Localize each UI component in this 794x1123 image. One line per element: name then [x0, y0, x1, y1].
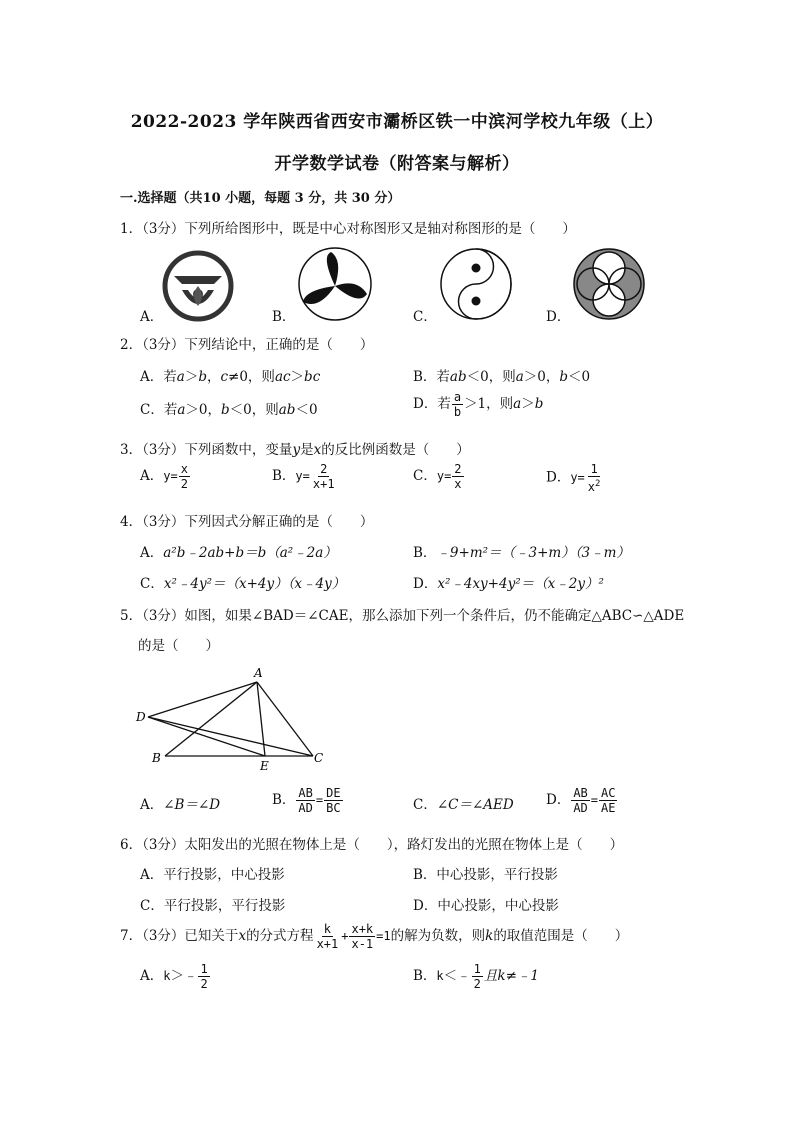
triangle-diagram — [130, 664, 330, 774]
fraction — [599, 786, 617, 815]
stem-text: 7．（3分）已知关于 — [120, 928, 239, 944]
op: ＞ — [184, 369, 199, 385]
q2-option-c — [140, 398, 318, 418]
page-title-line1: 2022-2023 学年陕西省西安市灞桥区铁一中滨河学校九年级（上） — [130, 112, 664, 132]
var: x — [313, 442, 322, 458]
opt-label: A． — [140, 545, 164, 561]
q2-option-d — [413, 390, 543, 419]
q6-option-a: A．平行投影，中心投影 — [140, 867, 285, 883]
q5-triangle-figure — [130, 664, 330, 778]
opt-label: A． — [140, 968, 164, 984]
var: a — [515, 369, 524, 385]
q3-option-a — [140, 462, 191, 491]
q5-option-a — [140, 793, 220, 813]
op: ＜0，则 — [466, 369, 516, 385]
expression: x²﹣4y²＝（x+4y）（x﹣4y） — [163, 576, 346, 592]
expression: ∠C＝∠AED — [436, 797, 514, 813]
op: ＞0， — [185, 402, 221, 418]
vertex-label-a: A — [254, 666, 263, 680]
numerator: DE — [326, 786, 341, 800]
relation: ＞﹣ — [170, 968, 198, 984]
opt-label: B． — [272, 468, 296, 484]
q4-option-a — [140, 541, 337, 561]
var: k — [436, 969, 444, 983]
q2-option-b — [413, 365, 590, 385]
fraction — [472, 962, 483, 991]
expression: x²﹣4xy+4y²＝（x﹣2y）² — [437, 576, 604, 592]
op: ＜0 — [568, 369, 591, 385]
denominator: 2 — [180, 477, 188, 491]
opt-label: D． — [413, 576, 438, 592]
opt-label: C． — [140, 576, 164, 592]
numerator: AC — [601, 786, 616, 800]
numerator: 2 — [454, 462, 462, 476]
opt-label: A． — [140, 797, 164, 813]
var: k — [485, 928, 494, 944]
q2-option-a — [140, 365, 320, 385]
denominator: AD — [298, 801, 313, 815]
opt-label: A． — [140, 468, 164, 484]
q3-option-d — [546, 462, 603, 494]
question-5-stem-line1: 5．（3分）如图，如果∠BAD＝∠CAE，那么添加下列一个条件后，仍不能确定△ABC∽△ADE — [120, 608, 685, 624]
vertex-label-e: E — [260, 759, 269, 773]
denominator: BC — [326, 801, 341, 815]
var: k — [163, 969, 171, 983]
opt-label: B． — [413, 968, 437, 984]
condition: 且k≠﹣1 — [483, 968, 539, 984]
fraction — [198, 962, 209, 991]
plus: + — [341, 929, 349, 943]
q1-option-a: A． — [140, 309, 164, 325]
opt-label: D． — [546, 469, 571, 486]
stem-text: 的解为负数，则 — [390, 928, 486, 944]
question-6-stem: 6．（3分）太阳发出的光照在物体上是（ ），路灯发出的光照在物体上是（ ） — [120, 837, 624, 853]
q5-option-c — [413, 793, 514, 813]
numerator: 1 — [590, 462, 598, 476]
q5-option-d — [546, 786, 618, 815]
q1-figure-b — [297, 246, 377, 330]
lhs: y= — [570, 470, 585, 485]
stem-text: 的分式方程 — [246, 928, 314, 944]
expression: a²b﹣2ab+b＝b（a²﹣2a） — [163, 545, 337, 561]
q1-figure-a — [160, 248, 240, 328]
q4-option-d — [413, 572, 604, 592]
opt-label: B．若 — [413, 369, 450, 385]
stem-text: 的取值范围是（ ） — [493, 928, 629, 944]
opt-label: C．若 — [140, 402, 178, 418]
opt-label: B． — [413, 545, 437, 561]
fraction — [296, 786, 314, 815]
lhs: y= — [163, 469, 178, 483]
q6-option-d: D．中心投影，中心投影 — [413, 898, 559, 914]
q3-option-b — [272, 462, 338, 491]
denominator: AE — [601, 801, 616, 815]
denominator — [586, 477, 603, 494]
q6-option-b: B．中心投影，平行投影 — [413, 867, 558, 883]
question-4-stem: 4．（3分）下列因式分解正确的是（ ） — [120, 514, 374, 530]
var: a — [176, 369, 185, 385]
question-3-stem — [120, 438, 470, 458]
fraction — [571, 786, 589, 815]
numerator: 2 — [320, 462, 328, 476]
denominator: 2 — [200, 977, 208, 991]
equals-one: =1 — [376, 929, 391, 943]
denominator: AD — [573, 801, 588, 815]
q5-option-b — [272, 786, 344, 815]
var: b — [198, 369, 207, 385]
fraction — [179, 462, 190, 491]
op: ＜0，则 — [229, 402, 279, 418]
opt-label: C． — [413, 468, 437, 484]
q1-option-c: C． — [413, 309, 437, 325]
denominator: b — [453, 405, 462, 419]
equals: = — [315, 793, 324, 807]
q7-option-b — [413, 962, 539, 991]
numerator: x — [180, 462, 188, 476]
question-1-stem: 1．（3分）下列所给图形中，既是中心对称图形又是轴对称图形的是（ ） — [120, 221, 576, 237]
four-petal-flower-icon — [571, 246, 651, 326]
exponent: 2 — [595, 479, 601, 489]
numerator: AB — [573, 786, 588, 800]
fraction — [311, 462, 337, 491]
numerator: x+k — [351, 922, 374, 936]
opt-label: D． — [546, 792, 571, 808]
fraction — [452, 390, 463, 419]
op: ＜0 — [295, 402, 318, 418]
op: ＞0， — [523, 369, 560, 385]
relation: ＜﹣ — [443, 968, 471, 984]
var: a — [513, 396, 522, 412]
stem-text: 是 — [300, 442, 314, 458]
section-heading: 一.选择题（共10 小题，每题 3 分，共 30 分） — [120, 191, 401, 206]
numerator: a — [453, 390, 462, 404]
question-7-stem — [120, 922, 628, 951]
fraction — [349, 922, 375, 951]
expression: ∠B＝∠D — [163, 797, 221, 813]
stem-text: 的反比例函数是（ ） — [321, 442, 470, 458]
stem-text: 3．（3分）下列函数中，变量 — [120, 442, 293, 458]
q7-option-a — [140, 962, 211, 991]
denominator: 2 — [473, 977, 481, 991]
opt-label: D．若 — [413, 396, 451, 412]
three-petal-icon — [297, 246, 377, 326]
question-2-stem: 2．（3分）下列结论中，正确的是（ ） — [120, 337, 374, 353]
var: ac — [274, 369, 291, 385]
numerator: 1 — [473, 962, 481, 976]
q4-option-b — [413, 541, 630, 561]
var: b — [221, 402, 230, 418]
op: ＞ — [521, 396, 535, 412]
q1-figure-d — [571, 246, 651, 330]
q1-option-d: D． — [546, 309, 571, 325]
vertex-label-b: B — [152, 751, 161, 765]
denominator: x-1 — [351, 937, 374, 951]
var: b — [559, 369, 569, 385]
denominator-base: x — [587, 480, 596, 494]
op: ＞ — [290, 369, 305, 385]
var: y — [292, 442, 301, 458]
opt-label: C． — [413, 797, 437, 813]
var: ab — [278, 402, 296, 418]
var: ab — [449, 369, 467, 385]
op: ， — [206, 369, 221, 385]
expression: ﹣9+m²＝（﹣3+m）（3﹣m） — [436, 545, 630, 561]
lhs: y= — [295, 469, 310, 483]
yin-yang-icon — [438, 246, 518, 326]
page-title-line2: 开学数学试卷（附答案与解析） — [274, 154, 520, 174]
vertex-label-c: C — [314, 751, 324, 765]
q6-option-c: C．平行投影，平行投影 — [140, 898, 286, 914]
denominator: x+1 — [316, 937, 339, 951]
q3-option-c — [413, 462, 465, 491]
numerator: AB — [298, 786, 313, 800]
var: b — [534, 396, 544, 412]
opt-label: B． — [272, 792, 296, 808]
equals: = — [590, 793, 599, 807]
vertex-label-d: D — [136, 710, 146, 724]
q1-option-b: B． — [272, 309, 296, 325]
lhs: y= — [436, 469, 452, 483]
roundel-emblem-icon — [160, 248, 240, 324]
fraction — [324, 786, 342, 815]
fraction — [452, 462, 463, 491]
var: c — [220, 369, 229, 385]
denominator: x — [454, 477, 462, 491]
q1-figure-c — [438, 246, 518, 330]
fraction — [586, 462, 603, 494]
fraction — [315, 922, 341, 951]
var: bc — [304, 369, 321, 385]
var: x — [238, 928, 247, 944]
op: ≠0，则 — [228, 369, 275, 385]
opt-label: A．若 — [140, 369, 177, 385]
numerator: k — [323, 922, 332, 936]
denominator: x+1 — [312, 477, 335, 491]
numerator: 1 — [200, 962, 208, 976]
question-5-stem-line2: 的是（ ） — [138, 638, 219, 654]
q4-option-c — [140, 572, 345, 592]
op: ＞1，则 — [464, 396, 514, 412]
var: a — [177, 402, 186, 418]
